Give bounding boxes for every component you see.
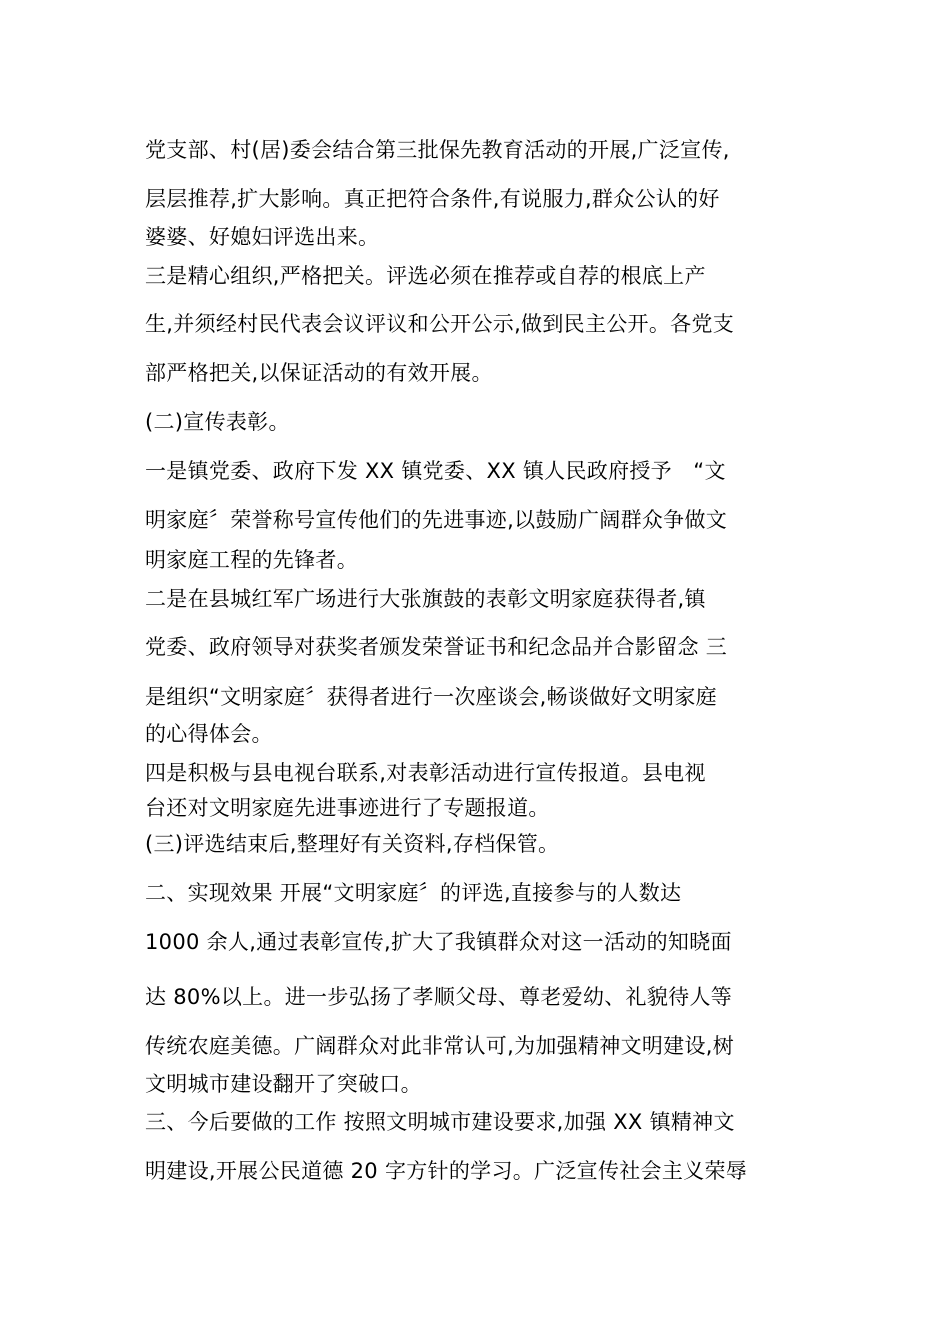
text-line: 层层推荐,扩大影响。真正把符合条件,有说服力,群众公认的好 xyxy=(145,187,720,211)
text-line: 台还对文明家庭先进事迹进行了专题报道。 xyxy=(145,796,550,820)
text-line: 传统农庭美德。广阔群众对此非常认可,为加强精神文明建设,树 xyxy=(145,1034,735,1058)
text-line: 明家庭〞荣誉称号宣传他们的先进事迹,以鼓励广阔群众争做文 xyxy=(145,508,728,532)
section-heading: (三)评选结束后,整理好有关资料,存档保管。 xyxy=(145,832,560,856)
text-line: 三、今后要做的工作 按照文明城市建设要求,加强 XX 镇精神文 xyxy=(145,1110,735,1134)
text-line: 党支部、村(居)委会结合第三批保先教育活动的开展,广泛宣传, xyxy=(145,138,730,162)
text-line: 婆婆、好媳妇评选出来。 xyxy=(145,225,380,249)
text-line: 是组织“文明家庭〞获得者进行一次座谈会,畅谈做好文明家庭 xyxy=(145,685,717,709)
text-line: 三是精心组织,严格把关。评选必须在推荐或自荐的根底上产 xyxy=(145,264,706,288)
text-line: 达 80%以上。进一步弘扬了孝顺父母、尊老爱幼、礼貌待人等 xyxy=(145,985,733,1009)
text-line: 党委、政府领导对获奖者颁发荣誉证书和纪念品并合影留念 三 xyxy=(145,635,728,659)
text-line: 二、实现效果 开展“文明家庭〞的评选,直接参与的人数达 xyxy=(145,881,682,905)
text-line: 文明城市建设翻开了突破口。 xyxy=(145,1072,422,1096)
text-line: 的心得体会。 xyxy=(145,722,273,746)
text-line: 部严格把关,以保证活动的有效开展。 xyxy=(145,361,493,385)
section-heading: (二)宣传表彰。 xyxy=(145,410,290,434)
text-line: 一是镇党委、政府下发 XX 镇党委、XX 镇人民政府授予 “文 xyxy=(145,459,726,483)
text-line: 生,并须经村民代表会议评议和公开公示,做到民主公开。各党支 xyxy=(145,312,735,336)
text-line: 二是在县城红军广场进行大张旗鼓的表彰文明家庭获得者,镇 xyxy=(145,587,706,611)
text-line: 明家庭工程的先锋者。 xyxy=(145,548,358,572)
text-line: 四是积极与县电视台联系,对表彰活动进行宣传报道。县电视 xyxy=(145,761,706,785)
text-line: 1000 余人,通过表彰宣传,扩大了我镇群众对这一活动的知晓面 xyxy=(145,930,732,954)
text-line: 明建设,开展公民道德 20 字方针的学习。广泛宣传社会主义荣辱 xyxy=(145,1159,748,1183)
